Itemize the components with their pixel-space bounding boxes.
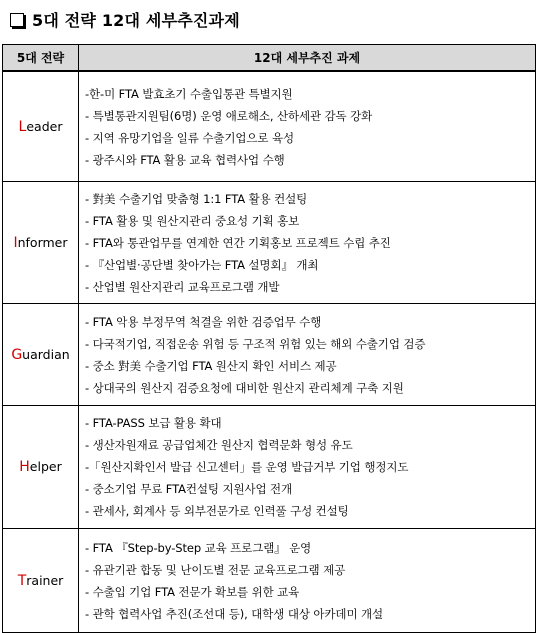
task-item: - 관학 협력사업 추진(조선대 등), 대학생 대상 아카데미 개설 — [85, 606, 384, 621]
tasks-cell — [79, 406, 536, 529]
task-item: - 상대국의 원산지 검증요청에 대비한 원산지 관리체계 구축 지원 — [85, 380, 404, 395]
task-item: - 생산자원재료 공급업체간 원산지 협력문화 형성 유도 — [85, 438, 353, 452]
task-item: - 광주시와 FTA 활용 교육 협력사업 수행 — [85, 152, 285, 167]
strategy-name-rest: nformer — [17, 234, 68, 250]
task-item: - FTA 악용 부정무역 척결을 위한 검증업무 수행 — [85, 314, 322, 329]
table-row — [3, 529, 536, 633]
strategy-cell — [3, 406, 79, 529]
task-item: - FTA-PASS 보급 활용 확대 — [85, 416, 222, 430]
task-item: - 산업별 원산지관리 교육프로그램 개발 — [85, 279, 280, 294]
table-row — [3, 304, 536, 406]
strategy-name-rest: rainer — [26, 572, 64, 588]
task-item: - 유관기관 합동 및 난이도별 전문 교육프로그램 제공 — [85, 562, 346, 577]
task-item: - FTA와 통관업무를 연계한 연간 기획홍보 프로젝트 수립 추진 — [85, 235, 391, 250]
table-row — [3, 71, 536, 182]
strategy-initial: G — [11, 346, 23, 363]
task-item: - FTA 『Step-by-Step 교육 프로그램』 운영 — [85, 540, 312, 555]
tasks-cell — [79, 71, 536, 182]
strategy-table — [2, 44, 536, 633]
strategy-cell — [3, 529, 79, 633]
task-item: - 중소 對美 수출기업 FTA 원산지 확인 서비스 제공 — [85, 358, 337, 373]
page-title-row — [10, 6, 240, 32]
strategy-name-rest: uardian — [22, 346, 70, 362]
header-tasks: 12대 세부추진 과제 — [79, 45, 536, 72]
strategy-name-rest: elper — [29, 459, 62, 474]
page-title: 5대 전략 12대 세부추진과제 — [32, 10, 240, 30]
strategy-initial: L — [18, 118, 27, 135]
task-item: - 지역 유망기업을 일류 수출기업으로 육성 — [85, 130, 294, 145]
strategy-name-rest: eader — [26, 118, 63, 134]
table-row — [3, 182, 536, 304]
task-item: - 수출입 기업 FTA 전문가 확보를 위한 교육 — [85, 584, 300, 599]
table-row — [3, 406, 536, 529]
tasks-cell — [79, 304, 536, 406]
strategy-cell — [3, 304, 79, 406]
task-item: - FTA 활용 및 원산지관리 중요성 기획 홍보 — [85, 213, 300, 228]
checkbox-square-icon — [10, 13, 24, 27]
task-item: - 다국적기업, 직접운송 위험 등 구조적 위험 있는 해외 수출기업 검증 — [85, 336, 426, 351]
task-item: - 對美 수출기업 맞춤형 1:1 FTA 활용 컨설팅 — [85, 191, 308, 206]
task-item: -한-미 FTA 발효초기 수출입통관 특별지원 — [85, 86, 293, 101]
task-item: - 특별통관지원팀(6명) 운영 애로해소, 산하세관 감독 강화 — [85, 108, 373, 123]
table-header-row — [3, 45, 536, 72]
task-item: - 『산업별·공단별 찾아가는 FTA 설명회』 개최 — [85, 257, 319, 272]
tasks-cell — [79, 529, 536, 633]
strategy-initial: I — [13, 234, 18, 251]
task-item: -「원산지확인서 발급 신고센터」를 운영 발급거부 기업 행정지도 — [85, 460, 409, 474]
task-item: - 중소기업 무료 FTA컨설팅 지원사업 전개 — [85, 482, 293, 496]
task-item: - 관세사, 회계사 등 외부전문가로 인력풀 구성 컨설팅 — [85, 504, 349, 518]
strategy-initial: T — [17, 572, 27, 589]
tasks-cell — [79, 182, 536, 304]
strategy-cell — [3, 182, 79, 304]
strategy-initial: H — [19, 459, 30, 475]
strategy-cell — [3, 71, 79, 182]
header-strategy: 5대 전략 — [3, 45, 79, 72]
